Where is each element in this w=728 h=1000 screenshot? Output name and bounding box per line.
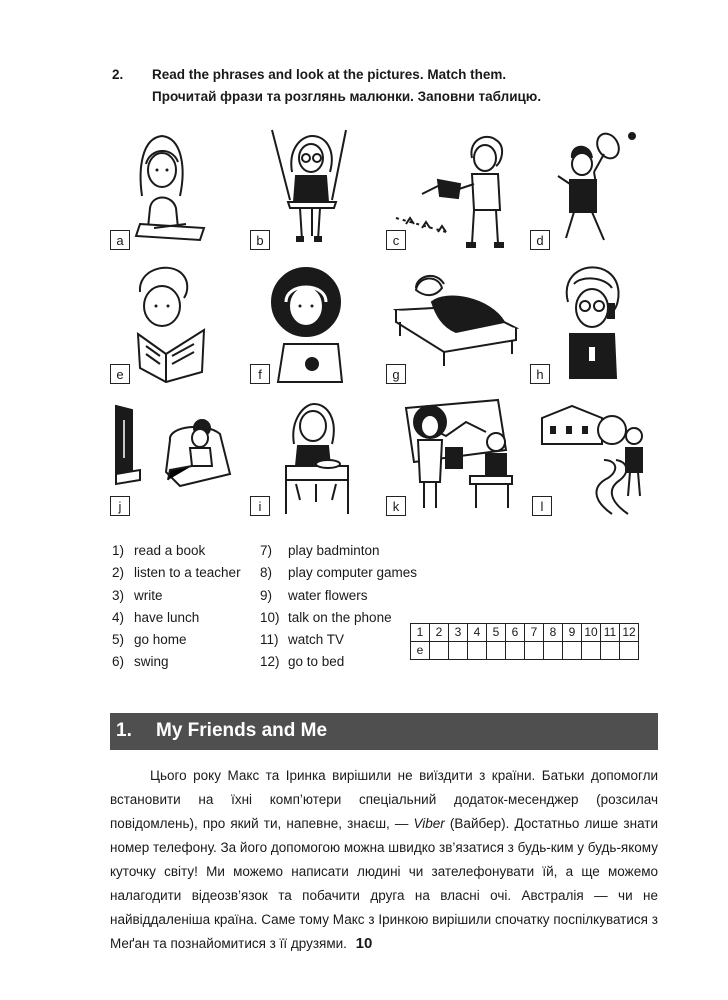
story-paragraph: Цього року Макс та Іринка вирішили не виїздити з країни. Батьки допомогли встановити на їхні комп’ютери спеціальний додаток-месенджер (розсилач повідомлень), про який ти, напевне, знаєш, — Viber (Вайбер). Достатньо лише знати номер телефону. За його допомогою можна швидко зв’язатися з будь-ким у будь-якому куточку світу! Ми можемо написати людині чи зателефонувати їй, а ще можемо налагодити відеозв’язок та побачити друга на власні очі. Австралія — чи не найвіддаленіша країна. Саме тому Макс з Іринкою вирішили спочатку поспілкуватися з Меґан та познайомитися з її друзями.	[110, 768, 659, 951]
answer-table-answer-row	[411, 642, 639, 660]
answer-header-cell: 12	[620, 624, 639, 642]
answer-cell[interactable]	[563, 642, 582, 660]
phrase-item: 3) write	[112, 587, 163, 603]
phrase-list-2	[260, 540, 417, 674]
app-name: Viber	[413, 816, 445, 831]
picture-a	[110, 128, 210, 252]
phrase-item: 7) play badminton	[260, 543, 380, 558]
answer-table-header-row	[411, 624, 639, 642]
picture-letter: h	[530, 364, 550, 384]
picture-letter: g	[386, 364, 406, 384]
picture-letter: k	[386, 496, 406, 516]
answer-header-cell: 7	[525, 624, 544, 642]
answer-cell[interactable]	[430, 642, 449, 660]
picture-d	[530, 128, 642, 252]
phrase-item: 6) swing	[112, 654, 169, 670]
picture-letter: b	[250, 230, 270, 250]
picture-c	[386, 128, 516, 252]
answer-cell[interactable]	[506, 642, 525, 660]
phrase-item: 9) water flowers	[260, 587, 368, 603]
picture-k	[386, 396, 520, 518]
phrase-item: 12) go to bed	[260, 654, 345, 670]
page-number: 10	[355, 935, 373, 952]
answer-cell[interactable]	[449, 642, 468, 660]
answer-header-cell: 10	[582, 624, 601, 642]
girl-sleeping-in-bed-icon	[386, 262, 520, 386]
phrase-item: 5) go home	[112, 632, 187, 648]
picture-letter: l	[532, 496, 552, 516]
picture-letter: a	[110, 230, 130, 250]
picture-letter: e	[110, 364, 130, 384]
picture-letter: i	[250, 496, 270, 516]
picture-h	[530, 262, 642, 386]
answer-header-cell: 6	[506, 624, 525, 642]
picture-f	[250, 262, 360, 386]
answer-header-cell: 4	[468, 624, 487, 642]
answer-header-cell: 9	[563, 624, 582, 642]
teacher-and-pupil-icon	[386, 396, 520, 518]
phrase-item: 2) listen to a teacher	[112, 565, 241, 581]
picture-l	[532, 396, 650, 518]
section-title: My Friends and Me	[156, 720, 328, 741]
answer-cell[interactable]	[487, 642, 506, 660]
answer-header-cell: 2	[430, 624, 449, 642]
picture-e	[110, 262, 220, 386]
answer-header-cell: 8	[544, 624, 563, 642]
task-number: 2.	[112, 67, 124, 82]
answer-header-cell: 11	[601, 624, 620, 642]
instruction-ukrainian: Прочитай фрази та розглянь малюнки. Заповни таблицю.	[152, 89, 542, 104]
phrase-item: 1) read a book	[112, 543, 206, 558]
picture-b	[250, 128, 360, 252]
answer-cell[interactable]	[525, 642, 544, 660]
answer-header-cell: 3	[449, 624, 468, 642]
phrase-item: 11) watch TV	[260, 632, 345, 648]
answer-cell[interactable]	[544, 642, 563, 660]
picture-i	[250, 396, 360, 518]
picture-letter: j	[110, 496, 130, 516]
answer-cell[interactable]: e	[411, 642, 430, 660]
phrase-item: 4) have lunch	[112, 609, 200, 625]
phrase-item: 8) play computer games	[260, 565, 418, 581]
picture-letter: f	[250, 364, 270, 384]
section-banner	[110, 713, 658, 750]
phrase-list-1	[112, 540, 241, 674]
answer-table	[410, 623, 639, 660]
picture-g	[386, 262, 520, 386]
answer-header-cell: 5	[487, 624, 506, 642]
answer-cell[interactable]	[601, 642, 620, 660]
picture-letter: d	[530, 230, 550, 250]
answer-cell[interactable]	[468, 642, 487, 660]
answer-cell[interactable]	[620, 642, 639, 660]
answer-cell[interactable]	[582, 642, 601, 660]
phrase-item: 10) talk on the phone	[260, 609, 392, 625]
picture-j	[110, 400, 240, 518]
picture-letter: c	[386, 230, 406, 250]
instruction-english: Read the phrases and look at the pictures. Match them.	[152, 67, 507, 82]
answer-header-cell: 1	[411, 624, 430, 642]
section-number: 1.	[116, 720, 132, 741]
